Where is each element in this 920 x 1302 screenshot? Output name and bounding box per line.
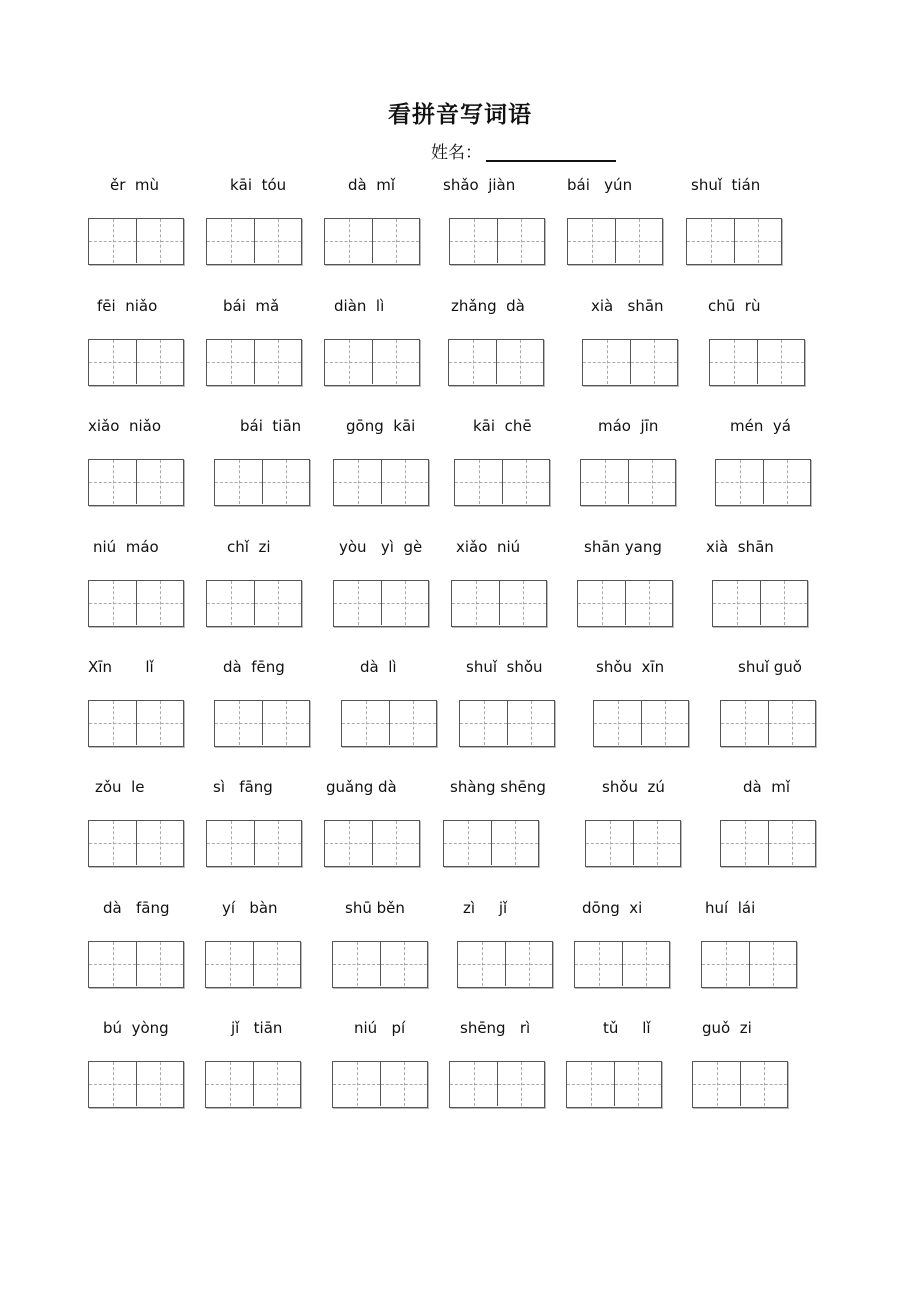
guide-line — [773, 942, 774, 986]
writing-box[interactable] — [449, 1061, 545, 1108]
character-cell[interactable] — [496, 340, 543, 384]
guide-line — [231, 340, 232, 384]
character-cell[interactable] — [389, 701, 436, 745]
pinyin-label: guǎng dà — [326, 778, 397, 796]
guide-line — [591, 1062, 592, 1106]
character-cell[interactable] — [721, 701, 768, 745]
pinyin-label: guǒ zi — [702, 1019, 752, 1037]
pinyin-label: zì jǐ — [463, 899, 508, 917]
character-cell[interactable] — [583, 340, 630, 384]
guide-line — [278, 219, 279, 263]
pinyin-label: bái mǎ — [223, 297, 280, 315]
writing-box[interactable] — [454, 459, 550, 506]
character-cell[interactable] — [325, 821, 372, 865]
guide-line — [358, 460, 359, 504]
guide-line — [160, 219, 161, 263]
character-cell[interactable] — [507, 701, 554, 745]
writing-box[interactable] — [567, 218, 663, 265]
guide-line — [639, 219, 640, 263]
pinyin-label: tǔ lǐ — [603, 1019, 651, 1037]
character-cell[interactable] — [625, 581, 672, 625]
character-cell[interactable] — [594, 701, 641, 745]
character-cell[interactable] — [89, 1062, 136, 1106]
guide-line — [529, 942, 530, 986]
guide-line — [515, 821, 516, 865]
writing-box[interactable] — [701, 941, 797, 988]
character-cell[interactable] — [136, 581, 183, 625]
writing-box[interactable] — [577, 580, 673, 627]
guide-line — [113, 340, 114, 384]
character-cell[interactable] — [372, 219, 419, 263]
writing-box[interactable] — [206, 218, 302, 265]
character-cell[interactable] — [458, 942, 505, 986]
guide-line — [479, 460, 480, 504]
character-cell[interactable] — [450, 1062, 497, 1106]
guide-line — [531, 701, 532, 745]
character-cell[interactable] — [721, 821, 768, 865]
writing-box[interactable] — [443, 820, 539, 867]
guide-line — [792, 701, 793, 745]
character-cell[interactable] — [455, 460, 502, 504]
writing-box[interactable] — [566, 1061, 662, 1108]
character-cell[interactable] — [622, 942, 669, 986]
writing-box[interactable] — [582, 339, 678, 386]
character-cell[interactable] — [333, 942, 380, 986]
character-cell[interactable] — [586, 821, 633, 865]
guide-line — [652, 460, 653, 504]
pinyin-label: kāi tóu — [230, 176, 287, 194]
character-cell[interactable] — [444, 821, 491, 865]
pinyin-label: jǐ tiān — [231, 1019, 283, 1037]
character-cell[interactable] — [381, 460, 428, 504]
pinyin-label: shǎo jiàn — [443, 176, 516, 194]
guide-line — [605, 460, 606, 504]
writing-box[interactable] — [205, 1061, 301, 1108]
character-cell[interactable] — [734, 219, 781, 263]
guide-line — [740, 460, 741, 504]
name-field — [431, 138, 616, 163]
character-cell[interactable] — [89, 581, 136, 625]
writing-box[interactable] — [88, 459, 184, 506]
pinyin-label: shàng shēng — [450, 778, 546, 796]
pinyin-label: yòu yì gè — [339, 538, 423, 556]
writing-box[interactable] — [332, 1061, 428, 1108]
pinyin-label: chǐ zi — [227, 538, 271, 556]
guide-line — [476, 581, 477, 625]
pinyin-label: fēi niǎo — [97, 297, 158, 315]
pinyin-label: huí lái — [705, 899, 756, 917]
character-cell[interactable] — [372, 821, 419, 865]
character-cell[interactable] — [449, 340, 496, 384]
pinyin-label: zhǎng dà — [451, 297, 525, 315]
guide-line — [349, 340, 350, 384]
pinyin-label: dōng xi — [582, 899, 643, 917]
pinyin-label: xià shān — [706, 538, 774, 556]
writing-box[interactable] — [88, 580, 184, 627]
character-cell[interactable] — [254, 219, 301, 263]
character-cell[interactable] — [497, 219, 544, 263]
character-cell[interactable] — [254, 581, 301, 625]
character-cell[interactable] — [452, 581, 499, 625]
pinyin-label: dà mǐ — [348, 176, 396, 194]
character-cell[interactable] — [206, 1062, 253, 1106]
guide-line — [473, 340, 474, 384]
character-cell[interactable] — [491, 821, 538, 865]
writing-box[interactable] — [88, 700, 184, 747]
writing-box[interactable] — [324, 820, 420, 867]
pinyin-label: dà fēng — [223, 658, 285, 676]
guide-line — [278, 581, 279, 625]
guide-line — [286, 460, 287, 504]
character-cell[interactable] — [253, 942, 300, 986]
guide-line — [278, 821, 279, 865]
guide-line — [113, 701, 114, 745]
guide-line — [474, 219, 475, 263]
pinyin-label: niú máo — [93, 538, 159, 556]
guide-line — [521, 1062, 522, 1106]
pinyin-label: ěr mù — [110, 176, 160, 194]
character-cell[interactable] — [207, 581, 254, 625]
writing-box[interactable] — [341, 700, 437, 747]
guide-line — [784, 581, 785, 625]
pinyin-label: shuǐ guǒ — [738, 658, 802, 676]
guide-line — [286, 701, 287, 745]
writing-box[interactable] — [88, 339, 184, 386]
character-cell[interactable] — [628, 460, 675, 504]
writing-box[interactable] — [88, 218, 184, 265]
guide-line — [160, 581, 161, 625]
name-label: 姓名： — [431, 143, 482, 163]
character-cell[interactable] — [578, 581, 625, 625]
writing-box[interactable] — [574, 941, 670, 988]
guide-line — [758, 219, 759, 263]
guide-line — [484, 701, 485, 745]
guide-line — [711, 219, 712, 263]
guide-line — [404, 1062, 405, 1106]
guide-line — [618, 701, 619, 745]
writing-box[interactable] — [324, 218, 420, 265]
writing-box[interactable] — [448, 339, 544, 386]
writing-box[interactable] — [692, 1061, 788, 1108]
guide-line — [726, 942, 727, 986]
character-cell[interactable] — [641, 701, 688, 745]
guide-line — [734, 340, 735, 384]
guide-line — [523, 581, 524, 625]
pinyin-label: bái tiān — [240, 417, 302, 435]
guide-line — [521, 219, 522, 263]
writing-box[interactable] — [709, 339, 805, 386]
guide-line — [396, 821, 397, 865]
character-cell[interactable] — [372, 340, 419, 384]
pinyin-label: dà lì — [360, 658, 397, 676]
character-cell[interactable] — [713, 581, 760, 625]
worksheet-title: 看拼音写词语 — [388, 101, 532, 128]
guide-line — [657, 821, 658, 865]
pinyin-label: dà fāng — [103, 899, 170, 917]
guide-line — [781, 340, 782, 384]
guide-line — [649, 581, 650, 625]
pinyin-label: shuǐ shǒu — [466, 658, 543, 676]
guide-line — [745, 821, 746, 865]
guide-line — [396, 219, 397, 263]
character-cell[interactable] — [136, 701, 183, 745]
character-cell[interactable] — [497, 1062, 544, 1106]
pinyin-label: xiǎo niǎo — [88, 417, 161, 435]
guide-line — [592, 219, 593, 263]
character-cell[interactable] — [262, 701, 309, 745]
character-cell[interactable] — [136, 219, 183, 263]
character-cell[interactable] — [89, 701, 136, 745]
guide-line — [358, 581, 359, 625]
character-cell[interactable] — [568, 219, 615, 263]
guide-line — [413, 701, 414, 745]
character-cell[interactable] — [710, 340, 757, 384]
pinyin-label: shǒu zú — [602, 778, 665, 796]
pinyin-label: mén yá — [730, 417, 791, 435]
guide-line — [230, 1062, 231, 1106]
pinyin-label: Xīn lǐ — [88, 658, 154, 676]
pinyin-label: bú yòng — [103, 1019, 169, 1037]
guide-line — [405, 460, 406, 504]
character-cell[interactable] — [334, 460, 381, 504]
guide-line — [231, 581, 232, 625]
character-cell[interactable] — [215, 701, 262, 745]
writing-box[interactable] — [324, 339, 420, 386]
writing-box[interactable] — [593, 700, 689, 747]
character-cell[interactable] — [749, 942, 796, 986]
writing-box[interactable] — [451, 580, 547, 627]
guide-line — [366, 701, 367, 745]
writing-box[interactable] — [214, 459, 310, 506]
guide-line — [160, 460, 161, 504]
guide-line — [665, 701, 666, 745]
pinyin-label: kāi chē — [473, 417, 532, 435]
guide-line — [357, 1062, 358, 1106]
character-cell[interactable] — [334, 581, 381, 625]
writing-box[interactable] — [333, 459, 429, 506]
writing-box[interactable] — [449, 218, 545, 265]
character-cell[interactable] — [215, 460, 262, 504]
guide-line — [764, 1062, 765, 1106]
character-cell[interactable] — [206, 942, 253, 986]
guide-line — [278, 340, 279, 384]
pinyin-label: bái yún — [567, 176, 633, 194]
pinyin-label: shān yang — [584, 538, 662, 556]
character-cell[interactable] — [253, 1062, 300, 1106]
guide-line — [526, 460, 527, 504]
character-cell[interactable] — [768, 701, 815, 745]
guide-line — [349, 821, 350, 865]
guide-line — [277, 942, 278, 986]
pinyin-label: máo jīn — [598, 417, 659, 435]
character-cell[interactable] — [757, 340, 804, 384]
character-cell[interactable] — [207, 340, 254, 384]
guide-line — [349, 219, 350, 263]
character-cell[interactable] — [768, 821, 815, 865]
guide-line — [405, 581, 406, 625]
guide-line — [638, 1062, 639, 1106]
character-cell[interactable] — [136, 942, 183, 986]
character-cell[interactable] — [450, 219, 497, 263]
pinyin-label: niú pí — [354, 1019, 406, 1037]
guide-line — [160, 701, 161, 745]
character-cell[interactable] — [136, 821, 183, 865]
character-cell[interactable] — [380, 1062, 427, 1106]
character-cell[interactable] — [581, 460, 628, 504]
character-cell[interactable] — [502, 460, 549, 504]
guide-line — [239, 460, 240, 504]
pinyin-label: chū rù — [708, 297, 761, 315]
character-cell[interactable] — [763, 460, 810, 504]
guide-line — [482, 942, 483, 986]
pinyin-label: zǒu le — [95, 778, 145, 796]
character-cell[interactable] — [254, 821, 301, 865]
character-cell[interactable] — [325, 340, 372, 384]
guide-line — [231, 219, 232, 263]
character-cell[interactable] — [136, 1062, 183, 1106]
guide-line — [160, 821, 161, 865]
character-cell[interactable] — [693, 1062, 740, 1106]
character-cell[interactable] — [89, 821, 136, 865]
guide-line — [113, 821, 114, 865]
guide-line — [357, 942, 358, 986]
character-cell[interactable] — [333, 1062, 380, 1106]
character-cell[interactable] — [460, 701, 507, 745]
character-cell[interactable] — [760, 581, 807, 625]
character-cell[interactable] — [380, 942, 427, 986]
pinyin-label: shū běn — [345, 899, 405, 917]
writing-box[interactable] — [715, 459, 811, 506]
guide-line — [160, 340, 161, 384]
writing-box[interactable] — [206, 580, 302, 627]
pinyin-label: yí bàn — [222, 899, 278, 917]
writing-box[interactable] — [332, 941, 428, 988]
guide-line — [160, 1062, 161, 1106]
character-cell[interactable] — [499, 581, 546, 625]
writing-box[interactable] — [205, 941, 301, 988]
guide-line — [745, 701, 746, 745]
character-cell[interactable] — [630, 340, 677, 384]
character-cell[interactable] — [716, 460, 763, 504]
pinyin-label: shuǐ tián — [691, 176, 761, 194]
writing-box[interactable] — [88, 1061, 184, 1108]
character-cell[interactable] — [136, 460, 183, 504]
guide-line — [113, 1062, 114, 1106]
writing-box[interactable] — [206, 339, 302, 386]
guide-line — [474, 1062, 475, 1106]
guide-line — [599, 942, 600, 986]
writing-box[interactable] — [712, 580, 808, 627]
pinyin-label: xiǎo niú — [456, 538, 521, 556]
guide-line — [113, 219, 114, 263]
character-cell[interactable] — [207, 219, 254, 263]
character-cell[interactable] — [687, 219, 734, 263]
guide-line — [231, 821, 232, 865]
guide-line — [717, 1062, 718, 1106]
pinyin-label: dà mǐ — [743, 778, 791, 796]
guide-line — [654, 340, 655, 384]
character-cell[interactable] — [89, 942, 136, 986]
character-cell[interactable] — [136, 340, 183, 384]
guide-line — [787, 460, 788, 504]
guide-line — [113, 581, 114, 625]
writing-box[interactable] — [580, 459, 676, 506]
guide-line — [113, 460, 114, 504]
character-cell[interactable] — [207, 821, 254, 865]
guide-line — [113, 942, 114, 986]
character-cell[interactable] — [89, 340, 136, 384]
character-cell[interactable] — [740, 1062, 787, 1106]
writing-box[interactable] — [686, 218, 782, 265]
character-cell[interactable] — [702, 942, 749, 986]
pinyin-label: shēng rì — [460, 1019, 531, 1037]
character-cell[interactable] — [89, 460, 136, 504]
character-cell[interactable] — [567, 1062, 614, 1106]
pinyin-label: gōng kāi — [346, 417, 416, 435]
guide-line — [792, 821, 793, 865]
guide-line — [602, 581, 603, 625]
writing-box[interactable] — [333, 580, 429, 627]
pinyin-label: xià shān — [591, 297, 664, 315]
writing-box[interactable] — [88, 820, 184, 867]
guide-line — [396, 340, 397, 384]
character-cell[interactable] — [262, 460, 309, 504]
name-blank-line[interactable] — [486, 140, 616, 162]
guide-line — [737, 581, 738, 625]
writing-box[interactable] — [457, 941, 553, 988]
guide-line — [160, 942, 161, 986]
character-cell[interactable] — [575, 942, 622, 986]
guide-line — [610, 821, 611, 865]
character-cell[interactable] — [615, 219, 662, 263]
pinyin-label: shǒu xīn — [596, 658, 665, 676]
guide-line — [230, 942, 231, 986]
guide-line — [607, 340, 608, 384]
pinyin-label: sì fāng — [213, 778, 273, 796]
guide-line — [468, 821, 469, 865]
character-cell[interactable] — [342, 701, 389, 745]
guide-line — [520, 340, 521, 384]
writing-box[interactable] — [88, 941, 184, 988]
writing-box[interactable] — [206, 820, 302, 867]
writing-box[interactable] — [585, 820, 681, 867]
guide-line — [404, 942, 405, 986]
character-cell[interactable] — [614, 1062, 661, 1106]
character-cell[interactable] — [505, 942, 552, 986]
character-cell[interactable] — [381, 581, 428, 625]
character-cell[interactable] — [89, 219, 136, 263]
character-cell[interactable] — [633, 821, 680, 865]
pinyin-label: diàn lì — [334, 297, 385, 315]
writing-box[interactable] — [720, 700, 816, 747]
character-cell[interactable] — [254, 340, 301, 384]
guide-line — [239, 701, 240, 745]
writing-box[interactable] — [214, 700, 310, 747]
guide-line — [277, 1062, 278, 1106]
character-cell[interactable] — [325, 219, 372, 263]
guide-line — [646, 942, 647, 986]
writing-box[interactable] — [459, 700, 555, 747]
writing-box[interactable] — [720, 820, 816, 867]
